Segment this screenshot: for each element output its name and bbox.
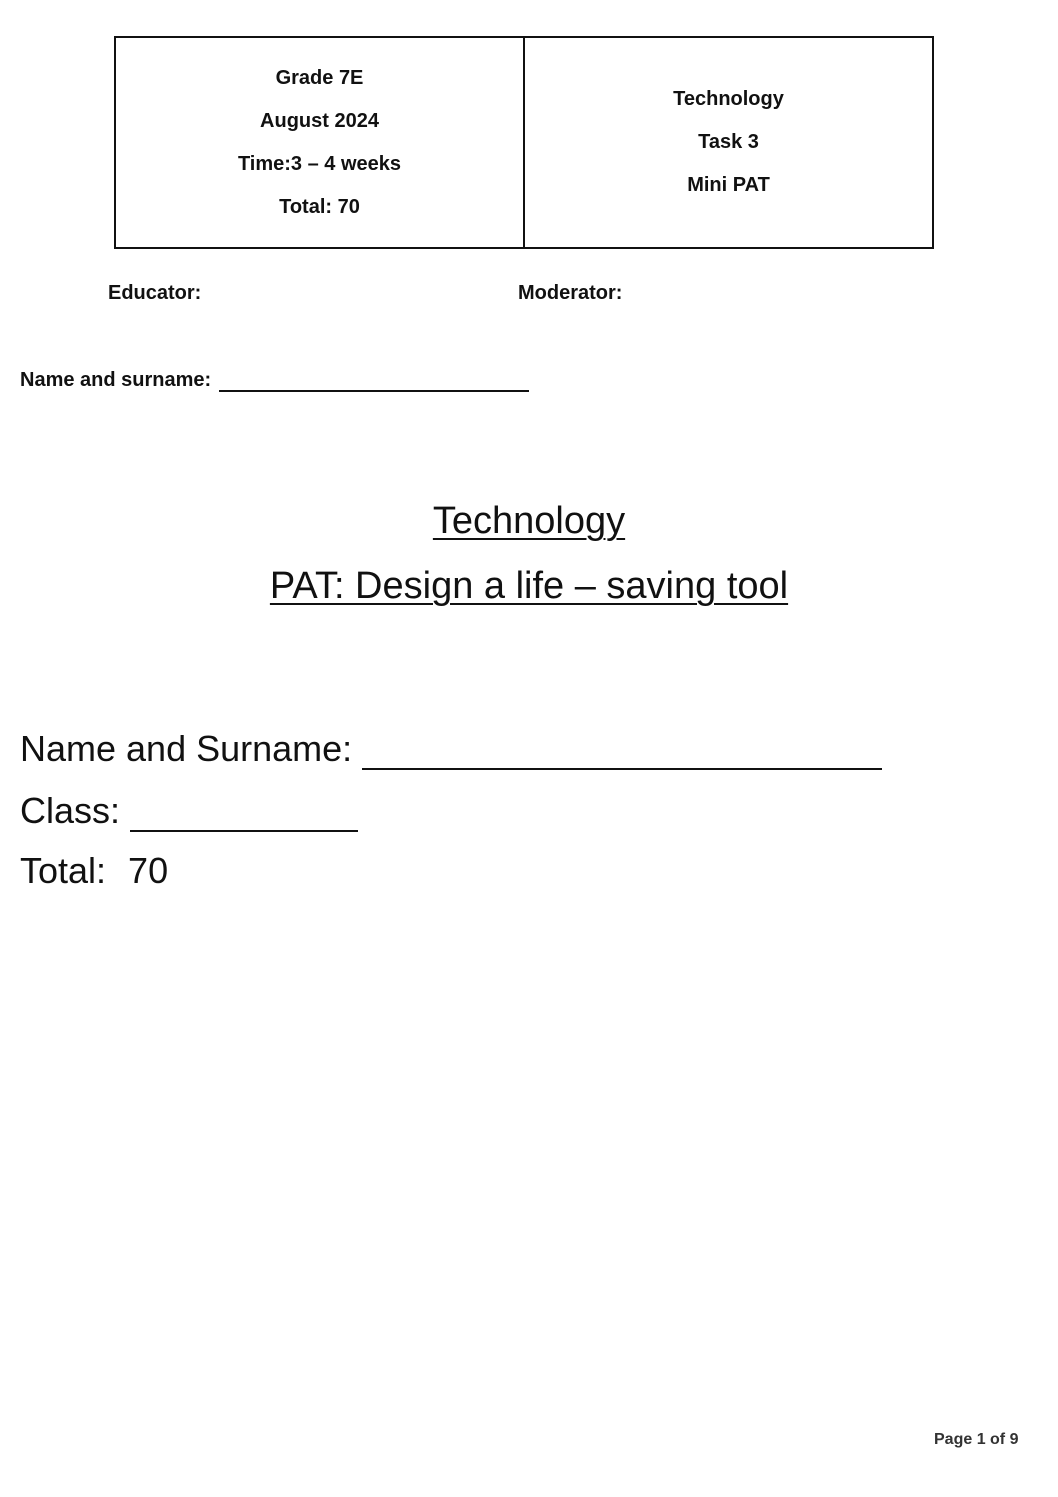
educator-label: Educator: [108, 282, 202, 304]
project-heading: PAT: Design a life – saving tool [269, 565, 789, 607]
document-subject-title [0, 500, 1058, 543]
total-value: 70 [128, 850, 169, 891]
header-info-cell [116, 38, 525, 247]
class-blank[interactable] [130, 794, 358, 832]
class-field-row [20, 790, 358, 832]
page-number: Page 1 of 9 [934, 1431, 1019, 1448]
document-project-title [0, 565, 1058, 608]
top-name-label: Name and surname: [20, 369, 212, 391]
total-field-row [20, 850, 168, 892]
name-label: Name and Surname: [20, 728, 353, 769]
class-label: Class: [20, 790, 121, 831]
header-table [114, 36, 934, 249]
task-text: Task 3 [698, 131, 759, 153]
subject-heading: Technology [432, 500, 626, 542]
date-text: August 2024 [260, 109, 379, 132]
moderator-label: Moderator: [518, 282, 623, 304]
top-name-row [20, 368, 529, 392]
grade-text: Grade 7E [275, 66, 364, 89]
time-text: Time:3 – 4 weeks [237, 152, 402, 175]
total-text: Total: 70 [279, 195, 360, 218]
name-blank[interactable] [362, 732, 882, 770]
header-subject-cell [525, 38, 932, 247]
subject-text: Technology [673, 88, 784, 110]
name-field-row [20, 728, 882, 770]
pat-type-text: Mini PAT [687, 174, 770, 196]
total-label: Total: [20, 850, 107, 891]
top-name-blank[interactable] [219, 368, 529, 392]
